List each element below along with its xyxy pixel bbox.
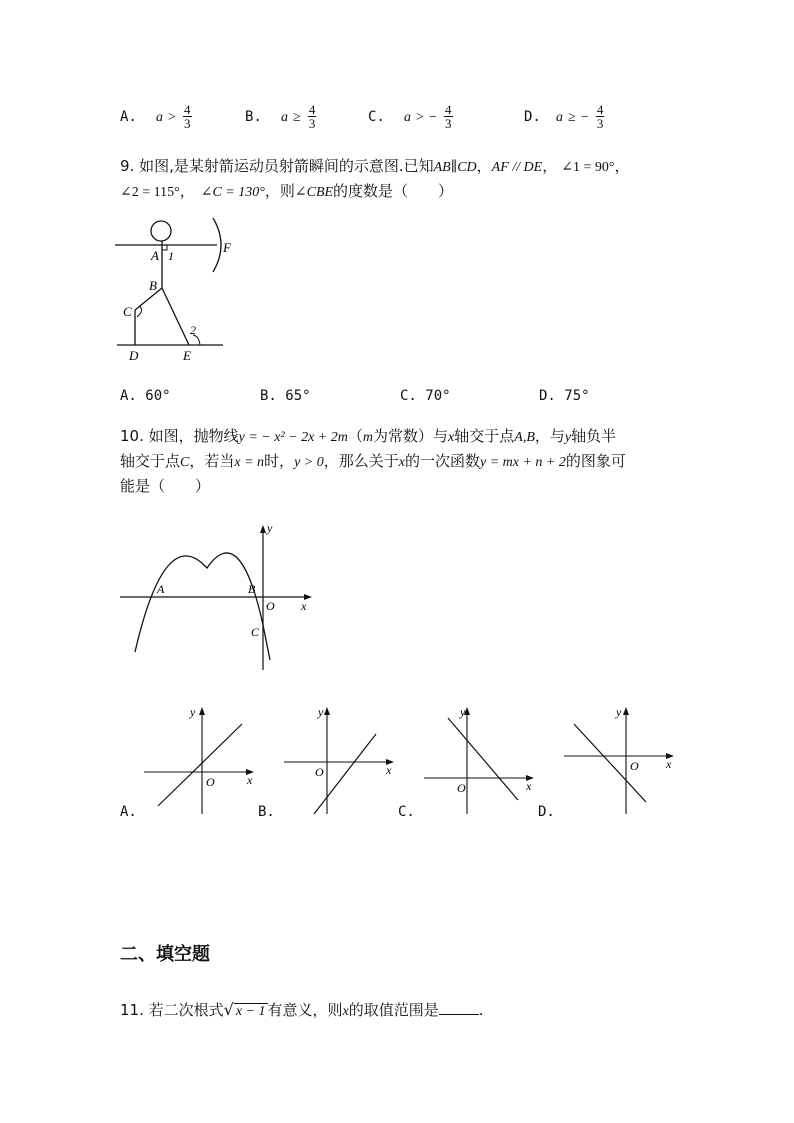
fraction: $\frac{4}{3}$ [308,102,316,131]
svg-text:y: y [616,705,622,719]
q9-stem-line1: 9. 如图,是某射箭运动员射箭瞬间的示意图.已知AB∥CD，AF // DE， ∠1 = 90°， [120,157,630,175]
radicand: x − 1 [235,1004,266,1019]
label-x: x [301,599,307,613]
label-a: A [157,582,165,596]
q9-stem-line2: ∠2 = 115°， ∠C = 130°，则∠CBE的度数是（ ） [120,182,454,200]
fraction: $\frac{4}{3}$ [445,102,452,131]
fraction: $\frac{4}{3}$ [184,102,191,131]
graph-d [562,704,687,819]
q8-option-d: D. a ≥ − $\frac{4}{3}$ [524,102,604,131]
svg-text:y: y [460,705,466,719]
label-o: O [266,599,275,613]
q8-option-a: A. a > $\frac{4}{3}$ [120,102,191,131]
svg-text:O: O [457,781,466,795]
section-title: 二、填空题 [120,944,210,965]
q9-option-a: A. 60° [120,388,171,404]
graph-c [422,704,542,819]
q9-option-b: B. 65° [260,388,311,404]
q8-option-b: B. a ≥ $\frac{4}{3}$ [245,102,316,131]
label-a: A [151,248,159,263]
svg-text:O: O [315,765,324,779]
label-1: 1 [168,249,174,263]
line-graph [158,724,242,806]
label-e: E [183,348,191,363]
q9-option-c: C. 70° [400,388,451,404]
y-axis-arrow [260,525,266,533]
q11-stem: 11. 若二次根式√ x − 1 有意义，则x的取值范围是 . [120,1000,484,1019]
label-d: D [129,348,139,363]
svg-text:O: O [630,759,639,773]
graph-b [282,704,402,819]
q10-parabola-figure [115,520,320,675]
svg-text:x: x [526,779,532,793]
svg-text:y: y [318,705,324,719]
label-b: B [149,278,157,293]
q10-stem-line2: 轴交于点C，若当x = n时，y > 0，那么关于x的一次函数y = mx + n + 2的图象可 [120,452,626,470]
sqrt-symbol: √ [223,1000,234,1019]
q10-stem-line3: 能是（ ） [120,477,211,495]
answer-blank [439,1014,479,1015]
label-y: y [267,521,273,535]
q8-option-c: C. a > − $\frac{4}{3}$ [368,102,452,131]
label-2: 2 [190,323,196,337]
label-c: C [251,625,260,639]
svg-text:x: x [247,773,253,787]
svg-text:O: O [206,775,215,789]
graph-a [142,704,262,819]
parabola-curve [135,553,270,660]
fraction: $\frac{4}{3}$ [596,102,604,131]
leg-be [162,288,189,345]
svg-text:x: x [386,763,392,777]
label-c: C [123,304,132,319]
label-b: B [248,582,256,596]
svg-text:y: y [190,705,196,719]
right-angle-mark [162,245,167,250]
q10-stem-line1: 10. 如图，抛物线y = − x² − 2x + 2m（m为常数）与x轴交于点A,B，与y轴负半 [120,427,617,445]
q9-option-d: D. 75° [539,388,590,404]
label-f: F [223,240,231,255]
svg-text:x: x [666,757,672,771]
head-circle [151,221,171,241]
q9-archer-figure [105,210,245,365]
